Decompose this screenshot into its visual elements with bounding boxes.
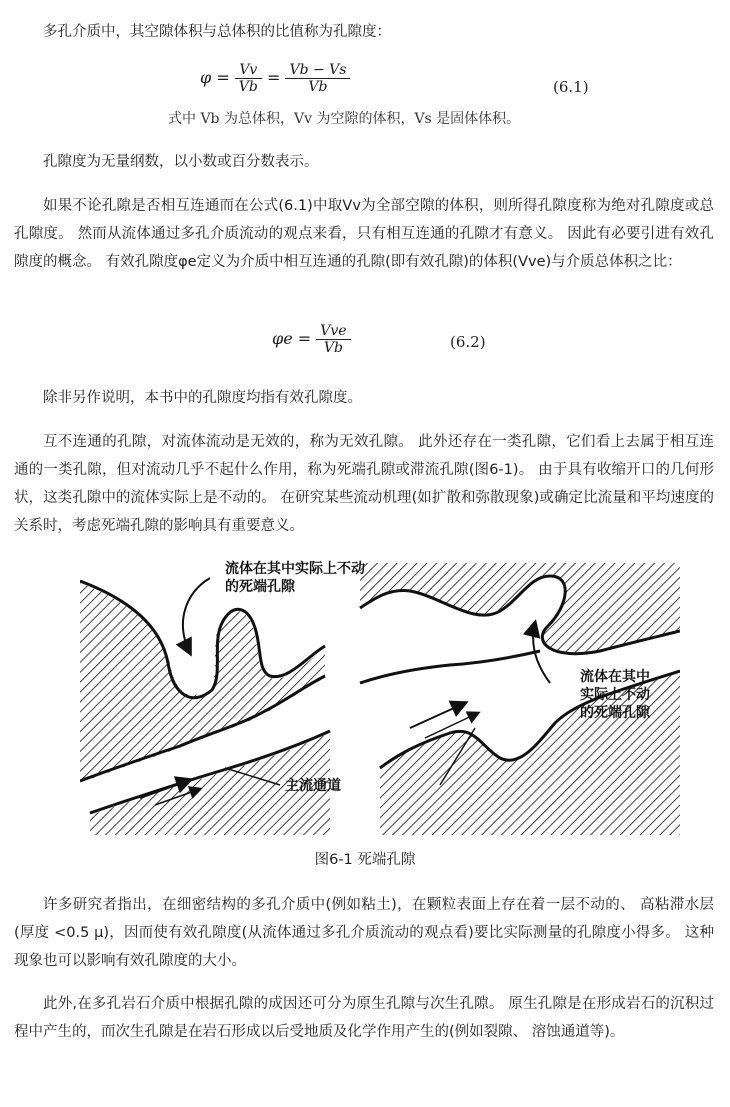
formula-6-1-fraction-1 (235, 62, 262, 95)
formula-6-1 (200, 62, 350, 95)
formula-6-1-num-2: Vb − Vs (289, 62, 347, 78)
paragraph-note-effective: 除非另作说明，本书中的孔隙度均指有效孔隙度。 (43, 390, 362, 406)
label-left-line-1: 流体在其中实际上不动 (225, 561, 365, 577)
paragraph-dimensionless: 孔隙度为无量纲数，以小数或百分数表示。 (43, 154, 319, 170)
formula-6-2-lhs: φe (272, 329, 293, 348)
formula-6-1-num-1: Vv (239, 62, 258, 78)
paragraph-effective-porosity: 如果不论孔隙是否相互连通而在公式(6.1)中取Vv为全部空隙的体积，则所得孔隙度称为绝对孔隙度或总孔隙度。 然而从流体通过多孔介质流动的观点来看，只有相互连通的孔隙才有意义。 因此有必要引进有效孔隙度的概念。 有效孔隙度φe定义为介质中相互连通的孔隙(即有效孔隙)的体积(Vve)与介质总体积之比： (14, 198, 714, 270)
formula-6-1-den-1: Vb (235, 78, 262, 95)
label-right-line-3: 的死端孔隙 (580, 705, 650, 721)
formula-6-1-eq: = (216, 68, 230, 87)
paragraph-primary-secondary: 此外,在多孔岩石介质中根据孔隙的成因还可分为原生孔隙与次生孔隙。 原生孔隙是在形成岩石的沉积过程中产生的，而次生孔隙是在岩石形成以后受地质及化学作用产生的(例如裂隙、 溶蚀通道等)。 (14, 996, 714, 1040)
formula-6-1-fraction-2 (285, 62, 350, 95)
equation-number-6-2: (6.2) (450, 333, 486, 351)
label-right-line-2: 实际上不动 (580, 687, 650, 703)
figure-caption: 图6-1 死端孔隙 (314, 852, 416, 868)
formula-6-1-note: 式中 Vb 为总体积，Vv 为空隙的体积，Vs 是固体体积。 (168, 111, 521, 127)
formula-6-2-den: Vb (316, 339, 350, 356)
label-main-channel: 主流通道 (285, 778, 341, 794)
formula-6-1-lhs: φ (200, 68, 212, 87)
label-left-line-2: 的死端孔隙 (225, 579, 295, 595)
right-flow-arrow-1 (410, 703, 465, 728)
paragraph-dead-end-pores: 互不连通的孔隙，对流体流动是无效的，称为无效孔隙。 此外还存在一类孔隙，它们看上去属于相互连通的一类孔隙，但对流动几乎不起什么作用，称为死端孔隙或滞流孔隙(图6-1)。 由于具有收缩开口的几何形状，这类孔隙中的流体实际上是不动的。 在研究某些流动机理(如扩散和弥散现象)或确定比流量和平均速度的关系时，考虑死端孔隙的影响具有重要意义。 (14, 434, 714, 534)
formula-6-1-eq-2: = (266, 68, 281, 87)
paragraph-porosity-definition: 多孔介质中，其空隙体积与总体积的比值称为孔隙度： (43, 24, 391, 40)
formula-6-2-eq: = (297, 329, 312, 348)
formula-6-2-num: Vve (320, 323, 347, 339)
label-right-line-1: 流体在其中 (580, 669, 650, 685)
paragraph-bound-water: 许多研究者指出，在细密结构的多孔介质中(例如粘土)，在颗粒表面上存在着一层不动的、 高粘滞水层(厚度 <0.5 μ)，因而使有效孔隙度(从流体通过多孔介质流动的观点看)要比实际测量的孔隙度小得多。 这种现象也可以影响有效孔隙度的大小。 (14, 897, 714, 969)
formula-6-1-den-2: Vb (285, 78, 350, 95)
figure-dead-end-pores (80, 553, 680, 835)
dead-end-pore-diagram (80, 553, 680, 835)
formula-6-2 (272, 323, 351, 356)
formula-6-2-fraction (316, 323, 350, 356)
equation-number-6-1: (6.1) (553, 78, 589, 96)
left-label-pointer (183, 578, 210, 653)
